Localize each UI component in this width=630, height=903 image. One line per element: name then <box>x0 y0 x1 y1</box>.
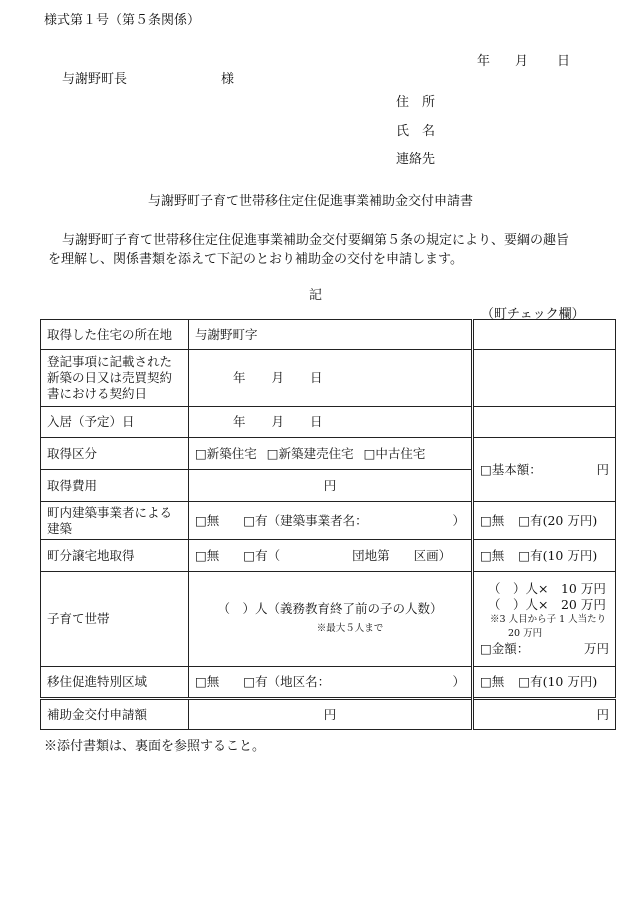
contract-date-field[interactable] <box>189 350 473 407</box>
row-contract-date <box>41 350 616 407</box>
row-zone <box>41 667 616 699</box>
lot-field <box>189 540 473 572</box>
body-line-1: 与謝野町子育て世帯移住定住促進事業補助金交付要綱第５条の規定により、要綱の趣旨 <box>62 233 570 248</box>
row-total <box>41 699 616 730</box>
zone-label: 移住促進特別区域 <box>41 667 189 699</box>
children-max-note: ※最大５人まで <box>316 623 384 634</box>
row-move-in <box>41 407 616 438</box>
total-check-cell <box>473 699 616 730</box>
lot-yes-checkbox[interactable]: □有（ <box>243 547 281 563</box>
builder-check-no[interactable]: □無 <box>480 512 505 528</box>
location-check-cell <box>473 320 616 350</box>
zone-no-checkbox[interactable]: □無 <box>195 674 220 689</box>
children-amount-unit: 万円 <box>583 641 609 656</box>
zone-check-no[interactable]: □無 <box>480 674 505 689</box>
cost-field[interactable] <box>189 470 473 502</box>
base-amount-checkbox[interactable]: □基本額： <box>480 461 542 477</box>
contract-day: 日 <box>310 370 323 385</box>
lot-check-cell <box>473 540 616 572</box>
move-in-year: 年 <box>233 414 246 429</box>
location-label: 取得した住宅の所在地 <box>41 320 189 350</box>
address-label: 住 所 <box>396 95 436 110</box>
builder-label: 町内建築事業者による建築 <box>41 502 189 540</box>
lot-check-yes[interactable]: □有(10 万円) <box>518 547 598 563</box>
new-built-for-sale-checkbox[interactable]: □新築建売住宅 <box>266 445 354 461</box>
lot-no-checkbox[interactable]: □無 <box>195 547 220 563</box>
form-number: 様式第１号（第５条関係） <box>44 13 201 28</box>
application-table <box>40 319 616 730</box>
addressee-honorific: 様 <box>221 72 235 87</box>
base-amount-unit: 円 <box>596 461 609 477</box>
builder-no-checkbox[interactable]: □無 <box>195 512 220 528</box>
row-category <box>41 438 616 470</box>
contract-date-label: 登記事項に記載された新築の日又は売買契約書における契約日 <box>41 350 189 407</box>
used-house-checkbox[interactable]: □中古住宅 <box>363 445 426 461</box>
attachment-footnote: ※添付書類は、裏面を参照すること。 <box>44 739 266 754</box>
children-check-line-1: （ ）人× 10 万円 <box>488 581 606 596</box>
children-label: 子育て世帯 <box>41 572 189 667</box>
row-children <box>41 572 616 667</box>
total-unit: 円 <box>323 706 337 722</box>
zone-check-cell <box>473 667 616 699</box>
zone-yes-checkbox[interactable]: □有（地区名： <box>243 674 331 689</box>
contract-year: 年 <box>233 370 246 385</box>
zone-check-yes[interactable]: □有(10 万円) <box>518 674 598 689</box>
lot-danchi-label: 団地第 <box>352 547 390 563</box>
addressee: 与謝野町長 <box>62 72 128 87</box>
builder-close-paren: ） <box>452 512 465 528</box>
body-line-2: を理解し、関係書類を添えて下記のとおり補助金の交付を申請します。 <box>48 252 463 267</box>
total-label: 補助金交付申請額 <box>41 699 189 730</box>
children-check-note-1: ※3 人目から子 1 人当たり <box>490 614 607 625</box>
date-month-label: 月 <box>515 54 529 69</box>
row-location <box>41 320 616 350</box>
total-check-unit: 円 <box>596 706 609 722</box>
name-label: 氏 名 <box>396 124 436 139</box>
ki-heading: 記 <box>309 288 323 303</box>
children-check-note-2: 20 万円 <box>508 628 543 639</box>
children-count-text: （ ）人（義務教育終了前の子の人数） <box>217 601 443 616</box>
base-amount-check-cell <box>473 438 616 502</box>
check-column-caption: （町チェック欄） <box>481 307 585 322</box>
move-in-field[interactable] <box>189 407 473 438</box>
builder-check-cell <box>473 502 616 540</box>
move-in-month: 月 <box>271 414 285 429</box>
children-check-cell <box>473 572 616 667</box>
move-in-check-cell <box>473 407 616 438</box>
total-field[interactable] <box>189 699 473 730</box>
move-in-day: 日 <box>310 414 323 429</box>
builder-yes-checkbox[interactable]: □有（建築事業者名： <box>243 512 368 528</box>
zone-field <box>189 667 473 699</box>
zone-close-paren: ） <box>452 674 465 689</box>
new-house-checkbox[interactable]: □新築住宅 <box>195 445 257 461</box>
lot-label: 町分譲宅地取得 <box>41 540 189 572</box>
category-options <box>189 438 473 470</box>
children-amount-checkbox[interactable]: □金額： <box>480 641 530 656</box>
builder-field <box>189 502 473 540</box>
location-field[interactable]: 与謝野町字 <box>189 320 473 350</box>
row-lot <box>41 540 616 572</box>
builder-check-yes[interactable]: □有(20 万円) <box>518 512 598 528</box>
row-builder <box>41 502 616 540</box>
document-title: 与謝野町子育て世帯移住定住促進事業補助金交付申請書 <box>148 194 474 209</box>
lot-check-no[interactable]: □無 <box>480 547 505 563</box>
date-year-label: 年 <box>477 54 491 69</box>
lot-kukaku-label: 区画） <box>413 547 452 563</box>
cost-label: 取得費用 <box>41 470 189 502</box>
contract-month: 月 <box>271 370 285 385</box>
contact-label: 連絡先 <box>396 152 436 167</box>
date-day-label: 日 <box>557 54 571 69</box>
move-in-label: 入居（予定）日 <box>41 407 189 438</box>
category-label: 取得区分 <box>41 438 189 470</box>
children-field[interactable] <box>189 572 473 667</box>
children-check-line-2: （ ）人× 20 万円 <box>488 597 606 612</box>
contract-date-check-cell <box>473 350 616 407</box>
cost-unit: 円 <box>323 477 337 493</box>
